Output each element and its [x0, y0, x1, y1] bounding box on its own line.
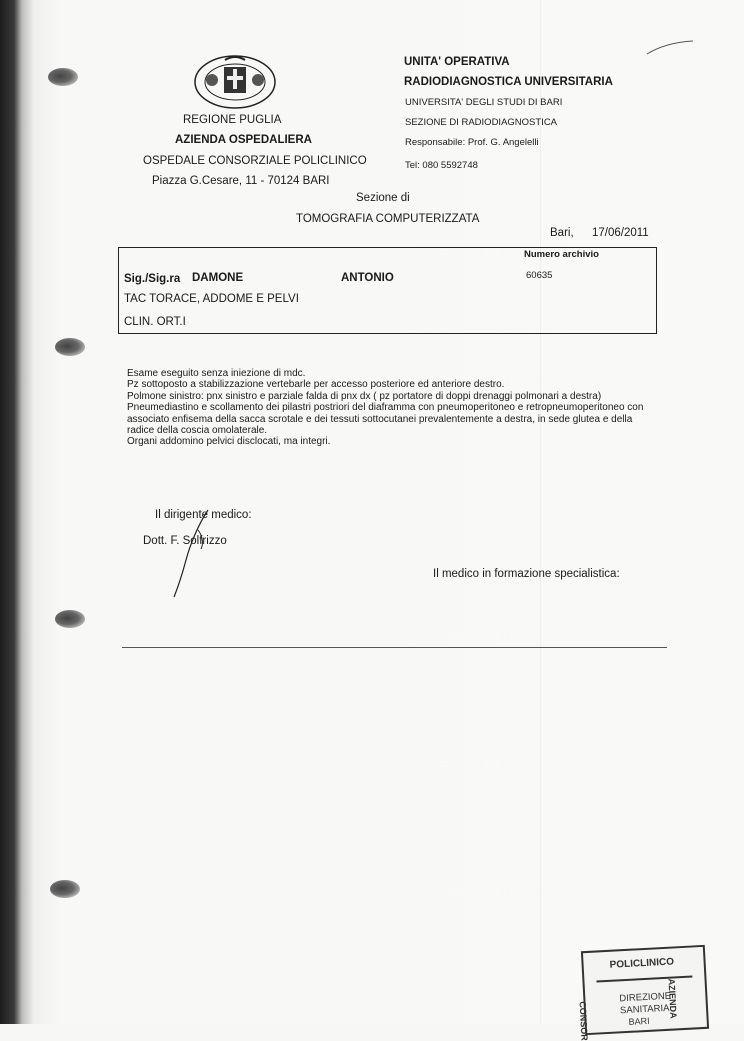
- report-line: Polmone sinistro: pnx sinistro e parziale falda di pnx dx ( pz portatore di doppi drenaggi polmonari a destra): [127, 390, 602, 402]
- punch-hole: [55, 610, 85, 628]
- punch-hole: [55, 338, 85, 356]
- date-place: Bari,: [550, 227, 574, 239]
- salutation-label: Sig./Sig.ra: [124, 273, 181, 285]
- report-line: Pneumediastino e scollamento dei pilastri postriori del diaframma con pneumoperitoneo e retropneumoperitoneo con: [127, 402, 644, 414]
- punch-hole: [48, 68, 78, 86]
- phone-label: Tel: 080 5592748: [405, 160, 478, 171]
- stamp-line: DIREZIONE: [619, 990, 672, 1005]
- handwritten-signature: [168, 505, 218, 605]
- responsible-label: Responsabile: Prof. G. Angelelli: [405, 137, 539, 148]
- department-label: RADIODIAGNOSTICA UNIVERSITARIA: [404, 76, 613, 88]
- stamp-bar: [596, 976, 692, 983]
- stamp-left-text: CONSOR: [577, 1001, 590, 1041]
- section-name: TOMOGRAFIA COMPUTERIZZATA: [296, 213, 480, 225]
- section-label: SEZIONE DI RADIODIAGNOSTICA: [405, 117, 558, 128]
- section-prefix: Sezione di: [356, 192, 410, 204]
- report-date: 17/06/2011: [592, 227, 649, 239]
- archive-label: Numero archivio: [524, 249, 599, 260]
- stamp-line: SANITARIA: [619, 1002, 670, 1017]
- report-line: associato enfisema della sacca scrotale e dei tessuti sottocutanei prevalentemente a destra, in sede glutea e della: [127, 413, 633, 425]
- stamp-line: BARI: [628, 1015, 650, 1027]
- stamp-right-text: AZIENDA: [666, 978, 679, 1019]
- report-line: Pz sottoposto a stabilizzazione vertebarle per accesso posteriore ed anteriore destro.: [127, 379, 505, 391]
- trainee-label: Il medico in formazione specialistica:: [433, 568, 620, 580]
- unit-label: UNITA' OPERATIVA: [404, 56, 510, 68]
- report-body: [127, 368, 667, 448]
- university-label: UNIVERSITA' DEGLI STUDI DI BARI: [405, 97, 563, 108]
- clinic-label: CLIN. ORT.I: [124, 316, 186, 328]
- fold-line: [540, 0, 541, 1024]
- scribble-mark: [645, 38, 695, 58]
- hospital-seal-icon: [190, 52, 280, 112]
- report-line: Organi addomino pelvici disclocati, ma integri.: [127, 436, 331, 448]
- divider-line: [122, 647, 667, 648]
- company-label: AZIENDA OSPEDALIERA: [175, 134, 312, 146]
- archive-number: 60635: [526, 270, 553, 281]
- patient-name: ANTONIO: [341, 272, 394, 284]
- punch-hole: [50, 880, 80, 898]
- patient-surname: DAMONE: [192, 272, 244, 284]
- hospital-address: Piazza G.Cesare, 11 - 70124 BARI: [152, 175, 330, 187]
- report-line: Esame eseguito senza iniezione di mdc.: [127, 368, 306, 379]
- stamp-top-text: POLICLINICO: [609, 956, 675, 971]
- director-label: Il dirigente medico:: [155, 509, 252, 521]
- hospital-stamp: [577, 945, 709, 1041]
- report-line: radice della coscia omolaterale.: [127, 425, 268, 437]
- patient-box: [118, 247, 657, 334]
- director-name: Dott. F. Solfrizzo: [143, 535, 227, 547]
- region-label: REGIONE PUGLIA: [183, 114, 282, 126]
- exam-type: TAC TORACE, ADDOME E PELVI: [124, 293, 299, 305]
- hospital-label: OSPEDALE CONSORZIALE POLICLINICO: [143, 155, 367, 167]
